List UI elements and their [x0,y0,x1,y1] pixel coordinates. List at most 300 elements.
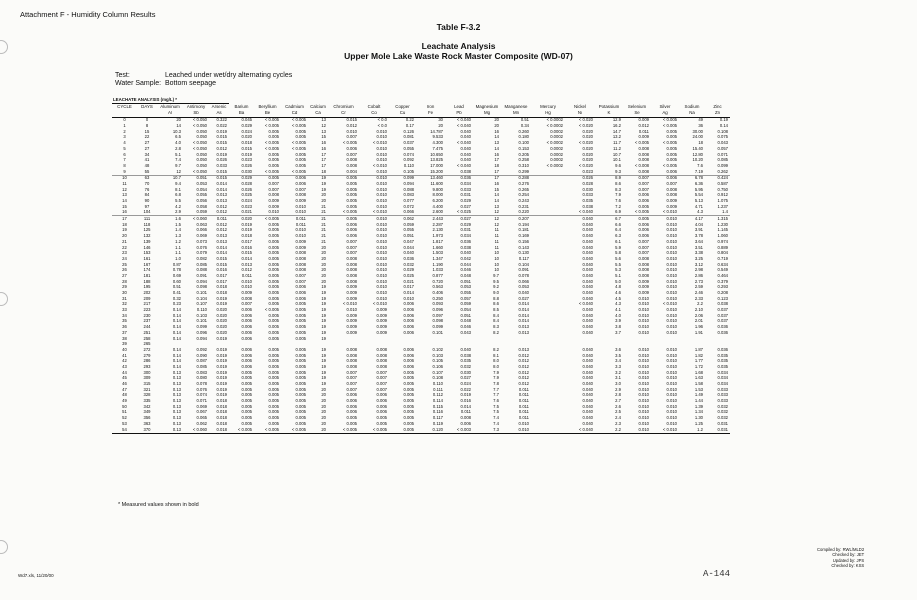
col-symbol-co: Co [371,110,377,116]
cell-cd: 0.005 [295,375,306,381]
cell-as: 0.016 [216,267,227,273]
cell-cu: 0.021 [403,278,414,284]
cell-pb: 0.035 [460,358,471,364]
cell-cr: 0.010 [346,307,357,313]
cell-cycle: 9 [112,169,137,175]
cell-days: 335 [143,398,151,404]
cell-cycle: 45 [122,375,127,381]
cell-days: 300 [143,369,151,375]
cell-mn: 0.066 [518,278,529,284]
cell-k: 6.6 [615,222,621,227]
col-symbol-hg: Hg [545,110,551,116]
cell-zn: 0.035 [717,364,728,369]
cell-ni: 0.040 [582,409,593,415]
cell-al: 1.4 [175,227,181,233]
cell-cu: 0.22 [389,117,416,123]
cell-sb: 0.107 [196,301,207,307]
cell-al: 0.14 [172,330,181,335]
cell-cd: 0.008 [295,192,306,198]
cell-na: 1.53 [694,387,703,392]
cell-cu: 0.006 [403,307,414,313]
cell-ni: 0.040 [582,318,593,324]
cell-mg: 7.7 [493,387,499,392]
cell-sb: 0.056 [196,198,207,204]
cell-zn: 0.036 [717,330,728,335]
cell-zn: 0.032 [717,415,728,421]
cell-k: 5.9 [615,244,621,250]
cell-na: 1.39 [694,404,703,409]
cell-co: 0.009 [376,313,387,318]
cell-mg: 11 [494,227,499,233]
cell-ca: 19 [321,381,326,387]
cell-be: 0.005 [268,273,279,278]
cell-cycle: 15 [122,204,127,209]
cell-na: 6.78 [694,175,703,181]
cell-cu: 0.066 [389,210,416,216]
cell-fe: 20 [438,123,443,129]
cell-cd: 0.005 [295,421,306,426]
cell-pb: < 0.025 [445,210,473,216]
cell-k: 3.5 [615,352,621,358]
cell-ca: 20 [321,392,326,398]
cell-cu: 0.055 [403,227,414,233]
cell-ca: 12 [321,123,326,129]
cell-ba: 0.018 [241,140,252,146]
cell-be: 0.005 [268,313,279,318]
cell-mg: 14 [494,146,499,151]
cell-zn: 0.033 [717,387,728,392]
cell-mn: 0.258 [518,157,529,163]
cell-cycle: 38 [122,335,127,341]
cell-ba: 0.006 [241,324,252,330]
cell-fe: 0.110 [432,381,443,387]
cell-ag: < 0.005 [662,123,677,129]
cell-na: 3.51 [694,244,703,250]
cell-pb: 0.053 [460,284,471,290]
cell-pb: 0.044 [460,261,471,267]
cell-ba: 0.026 [241,186,252,192]
binder-hole-bottom [0,540,8,554]
cell-pb: 0.051 [460,313,471,318]
cell-ag: 0.010 [666,250,677,256]
cell-ba: 0.025 [241,192,252,198]
cell-cycle: 47 [122,387,127,392]
cell-cycle: 31 [122,296,127,301]
cell-pb: 0.038 [445,169,473,175]
cell-al: 0.14 [172,324,181,330]
cell-as: 0.019 [216,151,227,157]
cell-al: 1.2 [175,239,181,244]
cell-mn: 0.254 [518,192,529,198]
cell-be: 0.008 [268,192,279,198]
cell-mg: 15 [494,186,499,192]
cell-k: 2.9 [615,387,621,392]
cell-ba: 0.006 [241,364,252,369]
cell-be: 0.005 [268,398,279,404]
cell-cycle: 0 [112,117,137,123]
cell-k: 6.4 [615,227,621,233]
cell-co: 0.007 [376,387,387,392]
cell-fe: 1.817 [432,239,443,244]
cell-cd: < 0.005 [291,140,306,146]
cell-cr: 0.006 [346,392,357,398]
cell-fe: 0.106 [432,364,443,369]
cell-ca: 20 [321,250,326,256]
cell-be: 0.005 [268,415,279,421]
cell-ca: 20 [321,404,326,409]
cell-ag: < 0.010 [651,210,679,216]
cell-ni: 0.040 [582,256,593,261]
cell-zn: 0.099 [717,163,728,168]
cell-al: 0.14 [172,364,181,369]
cell-days: 363 [143,421,151,426]
cell-pb: 0.040 [460,151,471,157]
cell-k: 12.9 [595,117,623,123]
cell-cr: 0.008 [346,347,357,352]
cell-al: 1.1 [175,244,181,250]
cell-as: 0.019 [216,381,227,387]
cell-al: 0.13 [172,375,181,381]
cell-sb: 0.079 [196,250,207,256]
cell-se: 0.008 [638,157,649,163]
cell-hg: < 0.0002 [546,123,563,129]
cell-ag: < 0.005 [662,163,677,168]
cell-pb: 0.048 [460,318,471,324]
cell-mg: 14 [494,192,499,198]
cell-cu: 0.005 [403,404,414,409]
cell-ba: 0.029 [241,123,252,129]
cell-fe: 9.800 [432,186,443,192]
cell-co: 0.009 [376,307,387,313]
col-symbol-cd: Cd [291,110,298,116]
cell-se: 0.010 [638,358,649,364]
cell-ag: 0.010 [666,216,677,222]
col-header-fe: Iron [426,103,435,109]
cell-be: < 0.005 [264,123,279,129]
cell-be: 0.005 [268,409,279,415]
cell-cu: 0.029 [403,267,414,273]
cell-na: 3.78 [694,233,703,239]
cell-sb: < 0.050 [192,140,207,146]
cell-fe: 0.877 [432,273,443,278]
cell-cd: 0.008 [295,261,306,267]
cell-sb: 0.104 [196,296,207,301]
cell-days: 41 [144,157,150,163]
cell-mn: 0.180 [518,134,529,140]
cell-ni: 0.040 [582,398,593,404]
cell-zn: 0.804 [717,250,728,256]
cell-al: 0.14 [172,313,181,318]
cell-al: 0.87 [172,261,181,267]
cell-k: 2.7 [615,398,621,404]
cell-mg: 11 [494,233,499,239]
cell-ag: 0.010 [666,313,677,318]
cell-se: 0.010 [623,427,651,433]
cell-ba: 0.024 [241,129,252,134]
cell-ag: 0.010 [666,227,677,233]
cell-days: 279 [143,352,151,358]
cell-cd: 0.008 [295,250,306,256]
cell-mg: 7.9 [493,369,499,375]
cell-mg: 16 [494,151,499,157]
cell-as: 0.019 [216,387,227,392]
cell-co: 0.010 [376,284,387,290]
cell-ag: 0.010 [666,347,677,352]
cell-ni: 0.040 [582,267,593,273]
cell-cd: 0.005 [295,404,306,409]
cell-ca: 20 [321,256,326,261]
cell-zn: 0.043 [717,140,728,146]
cell-ni: < 0.040 [565,427,595,433]
col-header-ni: Nickel [574,103,586,109]
cell-ba: 0.005 [241,415,252,421]
cell-ag: 0.010 [666,387,677,392]
cell-zn: 0.974 [717,239,728,244]
cell-co: 0.010 [376,222,387,227]
cell-cycle: 4 [123,140,126,146]
cell-k: 6.7 [615,216,621,222]
cell-mg: 18 [494,163,499,168]
cell-mn: 0.143 [518,244,529,250]
cell-ag: 0.010 [666,381,677,387]
cell-pb: < 0.040 [456,123,471,129]
cell-se: 0.012 [638,123,649,129]
cell-se: 0.010 [638,313,649,318]
cell-as: 0.014 [216,244,227,250]
cell-cr: 0.006 [346,146,357,151]
cell-mg: 13 [494,204,499,209]
cell-days: 90 [144,198,150,204]
cell-days: 0 [137,117,157,123]
test-label: Test: [115,72,130,79]
cell-mn: 0.130 [518,250,529,256]
cell-cu: 0.105 [389,169,416,175]
cell-se: 0.006 [638,227,649,233]
cell-ca: 13 [308,117,328,123]
cell-na: 4.71 [694,204,703,209]
cell-k: 5.0 [615,278,621,284]
cell-fe: 9.533 [432,134,443,140]
cell-as: 0.019 [216,364,227,369]
cell-be: 0.005 [268,375,279,381]
col-symbol-ag: Ag [662,110,668,116]
cell-be: 0.005 [268,347,279,352]
cell-cu: 0.092 [403,157,414,163]
cell-be: 0.005 [268,335,279,341]
cell-co: 0.006 [376,404,387,409]
cell-cycle: 6 [123,151,126,157]
cell-k: 3.1 [615,375,621,381]
cell-co: 0.008 [376,347,387,352]
cell-se: < 0.005 [623,210,651,216]
cell-mg: 16 [494,129,499,134]
cell-pb: < 0.003 [445,427,473,433]
cell-ag: 0.010 [666,222,677,227]
cell-ni: 0.040 [582,284,593,290]
cell-se: 0.008 [638,267,649,273]
cell-cr: 0.005 [346,175,357,181]
cell-cu: 0.083 [403,192,414,198]
cell-k: 4.8 [615,284,621,290]
cell-as: 0.018 [216,398,227,404]
cell-ag: 0.010 [666,256,677,261]
cell-pb: 0.046 [460,324,471,330]
cell-k: 4.6 [615,290,621,296]
cell-pb: 0.038 [460,244,471,250]
cell-se: 0.008 [623,169,651,175]
cell-cu: 0.005 [403,398,414,404]
cell-mg: 8.8 [493,296,499,301]
cell-cr: 0.005 [346,198,357,204]
cell-cr: 0.008 [346,364,357,369]
cell-as: 0.012 [216,227,227,233]
cell-k: 5.6 [615,256,621,261]
cell-zn: 0.634 [717,261,728,267]
cell-cd: < 0.005 [291,123,306,129]
cell-pb: 0.048 [460,273,471,278]
cell-as: 0.019 [216,335,227,341]
cell-mn: 0.013 [518,347,529,352]
cell-ni: 0.040 [582,216,593,222]
cell-ca: 21 [321,216,326,222]
cell-ba: 0.016 [241,244,252,250]
cell-se: 0.006 [638,233,649,239]
cell-cu: 0.005 [389,427,416,433]
cell-cycle: 37 [122,330,127,335]
cell-zn: 0.719 [717,256,728,261]
cell-cycle: 22 [122,244,127,250]
cell-fe: 0.119 [432,421,443,426]
cell-zn: 1.060 [717,233,728,239]
cell-be: 0.005 [268,318,279,324]
cell-cu: 0.036 [403,256,414,261]
cell-ca: 19 [321,330,326,335]
cell-al: 10.7 [172,175,181,181]
cell-zn: 0.057 [717,146,728,151]
cell-sb: 0.069 [196,404,207,409]
cell-zn: 0.034 [717,369,728,375]
cell-be: 0.005 [268,369,279,375]
cell-k: 6.1 [615,239,621,244]
cell-co: 0.010 [376,151,387,157]
cell-ca: 20 [321,387,326,392]
cell-al: 6.8 [175,192,181,198]
cell-al: 0.32 [172,296,181,301]
cell-cd: 0.007 [295,186,306,192]
attachment-label: Attachment F - Humidity Column Results [20,10,156,19]
cell-days: 15 [144,129,150,134]
cell-cd: 0.005 [295,358,306,364]
cell-al: 4.0 [175,140,181,146]
cell-pb: 0.027 [460,216,471,222]
cell-mn: 0.243 [518,198,529,204]
cell-mg: 8.2 [493,330,499,335]
cell-mn: 0.265 [518,186,529,192]
cell-days: 265 [143,341,151,347]
cell-ca: 21 [321,239,326,244]
cell-fe: 1.660 [432,244,443,250]
table-body [112,117,730,433]
cell-ba: 0.005 [241,387,252,392]
cell-pb: 0.038 [460,352,471,358]
cell-na: 4.3 [679,210,705,216]
cell-na: 2.2 [697,301,703,307]
cell-co: 0.008 [376,358,387,364]
cell-cd: 0.006 [295,181,306,186]
cell-mg: 11 [494,239,499,244]
cell-cu: 0.044 [403,244,414,250]
cell-cr: 0.010 [346,129,357,134]
cell-pb: 0.011 [460,409,471,415]
cell-cycle: 46 [122,381,127,387]
cell-pb: 0.040 [460,157,471,163]
col-symbol-na: Na [689,110,695,116]
cell-ag: 0.010 [666,358,677,364]
cell-ba: 0.006 [241,352,252,358]
cell-sb: 0.085 [196,364,207,369]
cell-ba: 0.006 [241,347,252,352]
cell-cu: 0.005 [403,415,414,421]
cell-days: 118 [143,222,151,227]
cell-pb: 0.019 [460,392,471,398]
cell-ni: 0.040 [582,387,593,392]
cell-cr: 0.007 [346,369,357,375]
cell-cycle: 27 [122,273,127,278]
cell-cd: 0.008 [295,267,306,273]
cell-ca: 19 [321,347,326,352]
cell-as: 0.012 [216,222,227,227]
cell-cycle: 16 [112,210,137,216]
cell-na: 5.13 [694,198,703,204]
cell-ba: 0.007 [241,301,252,307]
cell-cycle: 14 [122,198,127,204]
cell-cycle: 54 [112,427,137,433]
cell-ni: 0.040 [582,375,593,381]
col-header-mn: Manganese [504,103,528,109]
cell-al: 0.13 [157,427,183,433]
cell-cr: 0.008 [346,267,357,273]
cell-zn: 0.587 [717,181,728,186]
cell-na: 5.95 [694,186,703,192]
table-number: Table F-3.2 [436,22,481,32]
cell-as: 0.015 [216,175,227,181]
cell-as: 0.019 [216,347,227,352]
cell-al: 0.23 [172,301,181,307]
cell-ni: 0.040 [582,233,593,239]
cell-cd: 0.005 [295,324,306,330]
cell-na: 1.96 [694,324,703,330]
cell-sb: 0.087 [196,358,207,364]
cell-cycle: 36 [122,324,127,330]
cell-sb: 0.050 [196,157,207,163]
cell-co: 0.010 [376,227,387,233]
cell-sb: 0.080 [196,375,207,381]
cell-pb: 0.051 [460,278,471,284]
cell-ag: 0.010 [666,392,677,398]
cell-cycle: 43 [122,364,127,369]
cell-cu: 0.126 [403,129,414,134]
cell-mn: 0.011 [518,392,529,398]
col-header-zn: Zinc [713,103,722,109]
cell-mg: 10 [494,261,499,267]
cell-pb: 0.027 [460,375,471,381]
cell-fe: 0.120 [416,427,445,433]
cell-na: 4.04 [694,222,703,227]
cell-ca: 21 [308,210,328,216]
cell-cd: 0.007 [295,278,306,284]
cell-al: 0.14 [172,352,181,358]
cell-k: 3.7 [615,330,621,335]
